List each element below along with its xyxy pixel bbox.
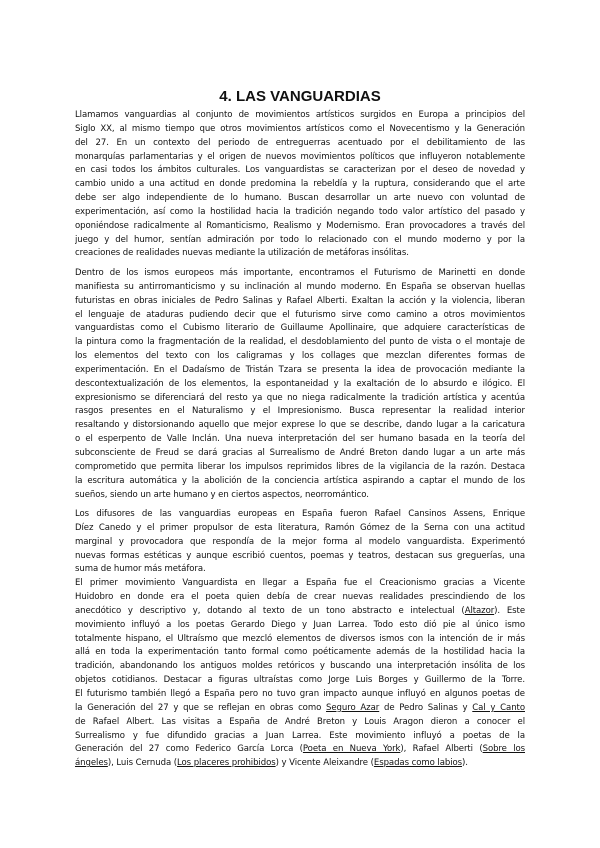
text-run: ), Rafael Alberti (: [400, 744, 483, 755]
text-line: manifiesta su antirromanticismo y su inclinación al mundo moderno. En España se observan huellas: [75, 281, 525, 292]
text-line: El futurismo también llegó a España pero no tuvo gran impacto aunque influyó en algunos poetas de: [75, 688, 525, 699]
paragraph-intro: [75, 109, 525, 261]
text-line: cambio unido a una actitud en donde predomina la rebeldía y la ruptura, considerando que el arte: [75, 179, 525, 190]
text-line: Siglo XX, al mismo tiempo que otros movimientos artísticos como el Novecentismo y la Generación: [75, 123, 525, 134]
text-line: juego y del humor, sentían admiración por todo lo relacionado con el mundo moderno y por la: [75, 234, 525, 245]
text-line: rasgos presentes en el Naturalismo y el Impresionismo. Busca representar la realidad interior: [75, 406, 525, 417]
text-line: [75, 702, 525, 716]
text-line: la pintura como la fragmentación de la realidad, el desdoblamiento del punto de vista o el montaje de: [75, 337, 525, 348]
work-title-sobre-los: Sobre los: [482, 744, 525, 755]
text-line: Surrealismo y fue difundido gracias a Juan Larrea. Este movimiento influyó a poetas de la: [75, 730, 525, 741]
text-line: comprometido que permita liberar los impulsos reprimidos libres de la vigilancia de la razón. Destaca: [75, 461, 525, 472]
work-title-poeta-nueva-york: Poeta en Nueva York: [302, 744, 401, 755]
text-line: en casi todos los ámbitos culturales. Los vanguardistas se caracterizan por el deseo de novedad y: [75, 165, 525, 176]
text-run: anecdótico y descriptivo y, dotando al texto de un tono abstracto e intelectual (: [75, 605, 465, 616]
work-title-espadas: Espadas como labios: [373, 758, 463, 769]
text-line: experimentación, así como la hostilidad hacia la tradición negando todo valor artístico del pasado y: [75, 206, 525, 217]
paragraph-isms: [75, 267, 525, 502]
text-line: debe ser algo independiente de lo humano. Buscan desarrollar un arte nuevo con voluntad de: [75, 193, 525, 204]
text-run: Generación del 27 como Federico García Lorca (: [75, 744, 303, 755]
work-title-placeres: Los placeres prohibidos: [177, 758, 276, 769]
text-line: los elementos del texto con los caligramas y los collages que mezclan diferentes formas de: [75, 351, 525, 362]
text-line: descontextualización de los elementos, la espontaneidad y la exaltación de lo absurdo e ilógico. El: [75, 378, 525, 389]
text-line: [75, 605, 525, 619]
text-line: [75, 757, 525, 771]
text-line: suma de humor más metáfora.: [75, 564, 206, 575]
document-title: 4. LAS VANGUARDIAS: [219, 88, 381, 105]
text-line: Llamamos vanguardias al conjunto de movimientos artísticos surgidos en Europa a principios del: [75, 110, 525, 120]
text-run: ) y Vicente Aleixandre (: [275, 758, 374, 769]
text-line: Huidobro en donde era el poeta quien debía de crear nuevas realidades prescindiendo de los: [75, 592, 525, 603]
text-line: El primer movimiento Vanguardista en llegar a España fue el Creacionismo gracias a Vicente: [75, 578, 525, 589]
text-line: subconsciente de Freud se dará gracias al Surrealismo de André Breton dando lugar a un arte más: [75, 447, 525, 458]
work-title-altazor: Altazor: [464, 605, 495, 616]
text-line: del 27. En un contexto del periodo de entreguerras acentuado por el debilitamiento de las: [75, 137, 525, 148]
text-line: allá en toda la experimentación tanto formal como poéticamente además de la hostilidad hacia la: [75, 647, 525, 658]
work-title-seguro-azar: Seguro Azar: [326, 702, 380, 713]
text-run: la Generación del 27 y que se reflejan en obras como: [75, 702, 327, 713]
text-line: la escritura automática y la abolición de la conciencia artística aspirando a captar el mundo de los: [75, 475, 525, 486]
text-line: movimiento influyó a los poetas Gerardo Diego y Juan Larrea. Todo esto dió pie al único ismo: [75, 619, 525, 630]
work-title-angeles: ángeles: [75, 758, 108, 769]
text-line: nuevas formas estéticas y aunque escribió cuentos, poemas y teatros, destacan sus greguerías, una: [75, 550, 525, 561]
text-line: creaciones de realidades nuevas mediante la utilización de metáforas insólitas.: [75, 248, 409, 259]
text-line: tradición, abandonando los antiguos moldes retóricos y buscando una interpretación insólita de los: [75, 661, 525, 672]
work-title-cal-y-canto: Cal y Canto: [472, 702, 525, 713]
text-line: sueños, siendo un arte humano y en ciertos aspectos, neorromántico.: [75, 489, 369, 500]
text-line: oponiéndose radicalmente al Romanticismo, Realismo y Modernismo. Eran provocadores a través del: [75, 220, 525, 231]
text-line: de Rafael Albert. Las visitas a España de André Breton y Louis Aragon dieron a conocer el: [75, 716, 525, 727]
text-line: el lenguaje de ataduras pudiendo decir que el futurismo sirve como camino a otros movimientos: [75, 309, 525, 320]
text-line: Los difusores de las vanguardias europeas en España fueron Rafael Cansinos Assens, Enrique: [75, 509, 525, 519]
text-line: monarquías parlamentarias y el origen de nuevos movimientos políticos que influyeron notablemente: [75, 151, 525, 162]
text-line: Dentro de los ismos europeos más importante, encontramos el Futurismo de Marinetti en donde: [75, 268, 525, 278]
text-line: objetos cotidianos. Destacar a figuras ultraístas como Jorge Luis Borges y Guillermo de la Torre.: [75, 675, 525, 686]
text-line: marginal y provocadora que respondía de la mejor forma al modelo vanguardista. Experimentó: [75, 536, 525, 547]
text-run: de Pedro Salinas y: [379, 702, 473, 713]
text-line: expresionismo se diferenciará del resto ya que no niega radicalmente la tradición artística y acentúa: [75, 392, 525, 403]
text-line: resaltando y distorsionando aquello que mejor exprese lo que se describe, dando lugar a la caricatura: [75, 420, 525, 431]
text-line: totalmente hispano, el Ultraísmo que mezcló elementos de diversos ismos con la intención de ir más: [75, 633, 525, 644]
text-line: o el esperpento de Valle Inclán. Una nueva interpretación del ser humano basada en la teoría del: [75, 434, 525, 445]
text-run: ).: [462, 758, 468, 769]
text-line: experimentación. En el Dadaísmo de Tristán Tzara se presenta la idea de provocación mediante la: [75, 364, 525, 375]
text-run: ). Este: [494, 605, 525, 616]
text-run: ), Luis Cernuda (: [107, 758, 177, 769]
text-line: Díez Canedo y el primer propulsor de esta literatura, Ramón Gómez de la Serna con una actitud: [75, 522, 525, 533]
text-line: vanguardistas como el Cubismo literario de Guillaume Apollinaire, que adquiere características de: [75, 323, 525, 334]
paragraph-spain: [75, 508, 525, 771]
text-line: futuristas en obras iniciales de Pedro Salinas y Rafael Alberti. Exaltan la acción y la violencia, liberan: [75, 295, 525, 306]
text-line: [75, 743, 525, 757]
